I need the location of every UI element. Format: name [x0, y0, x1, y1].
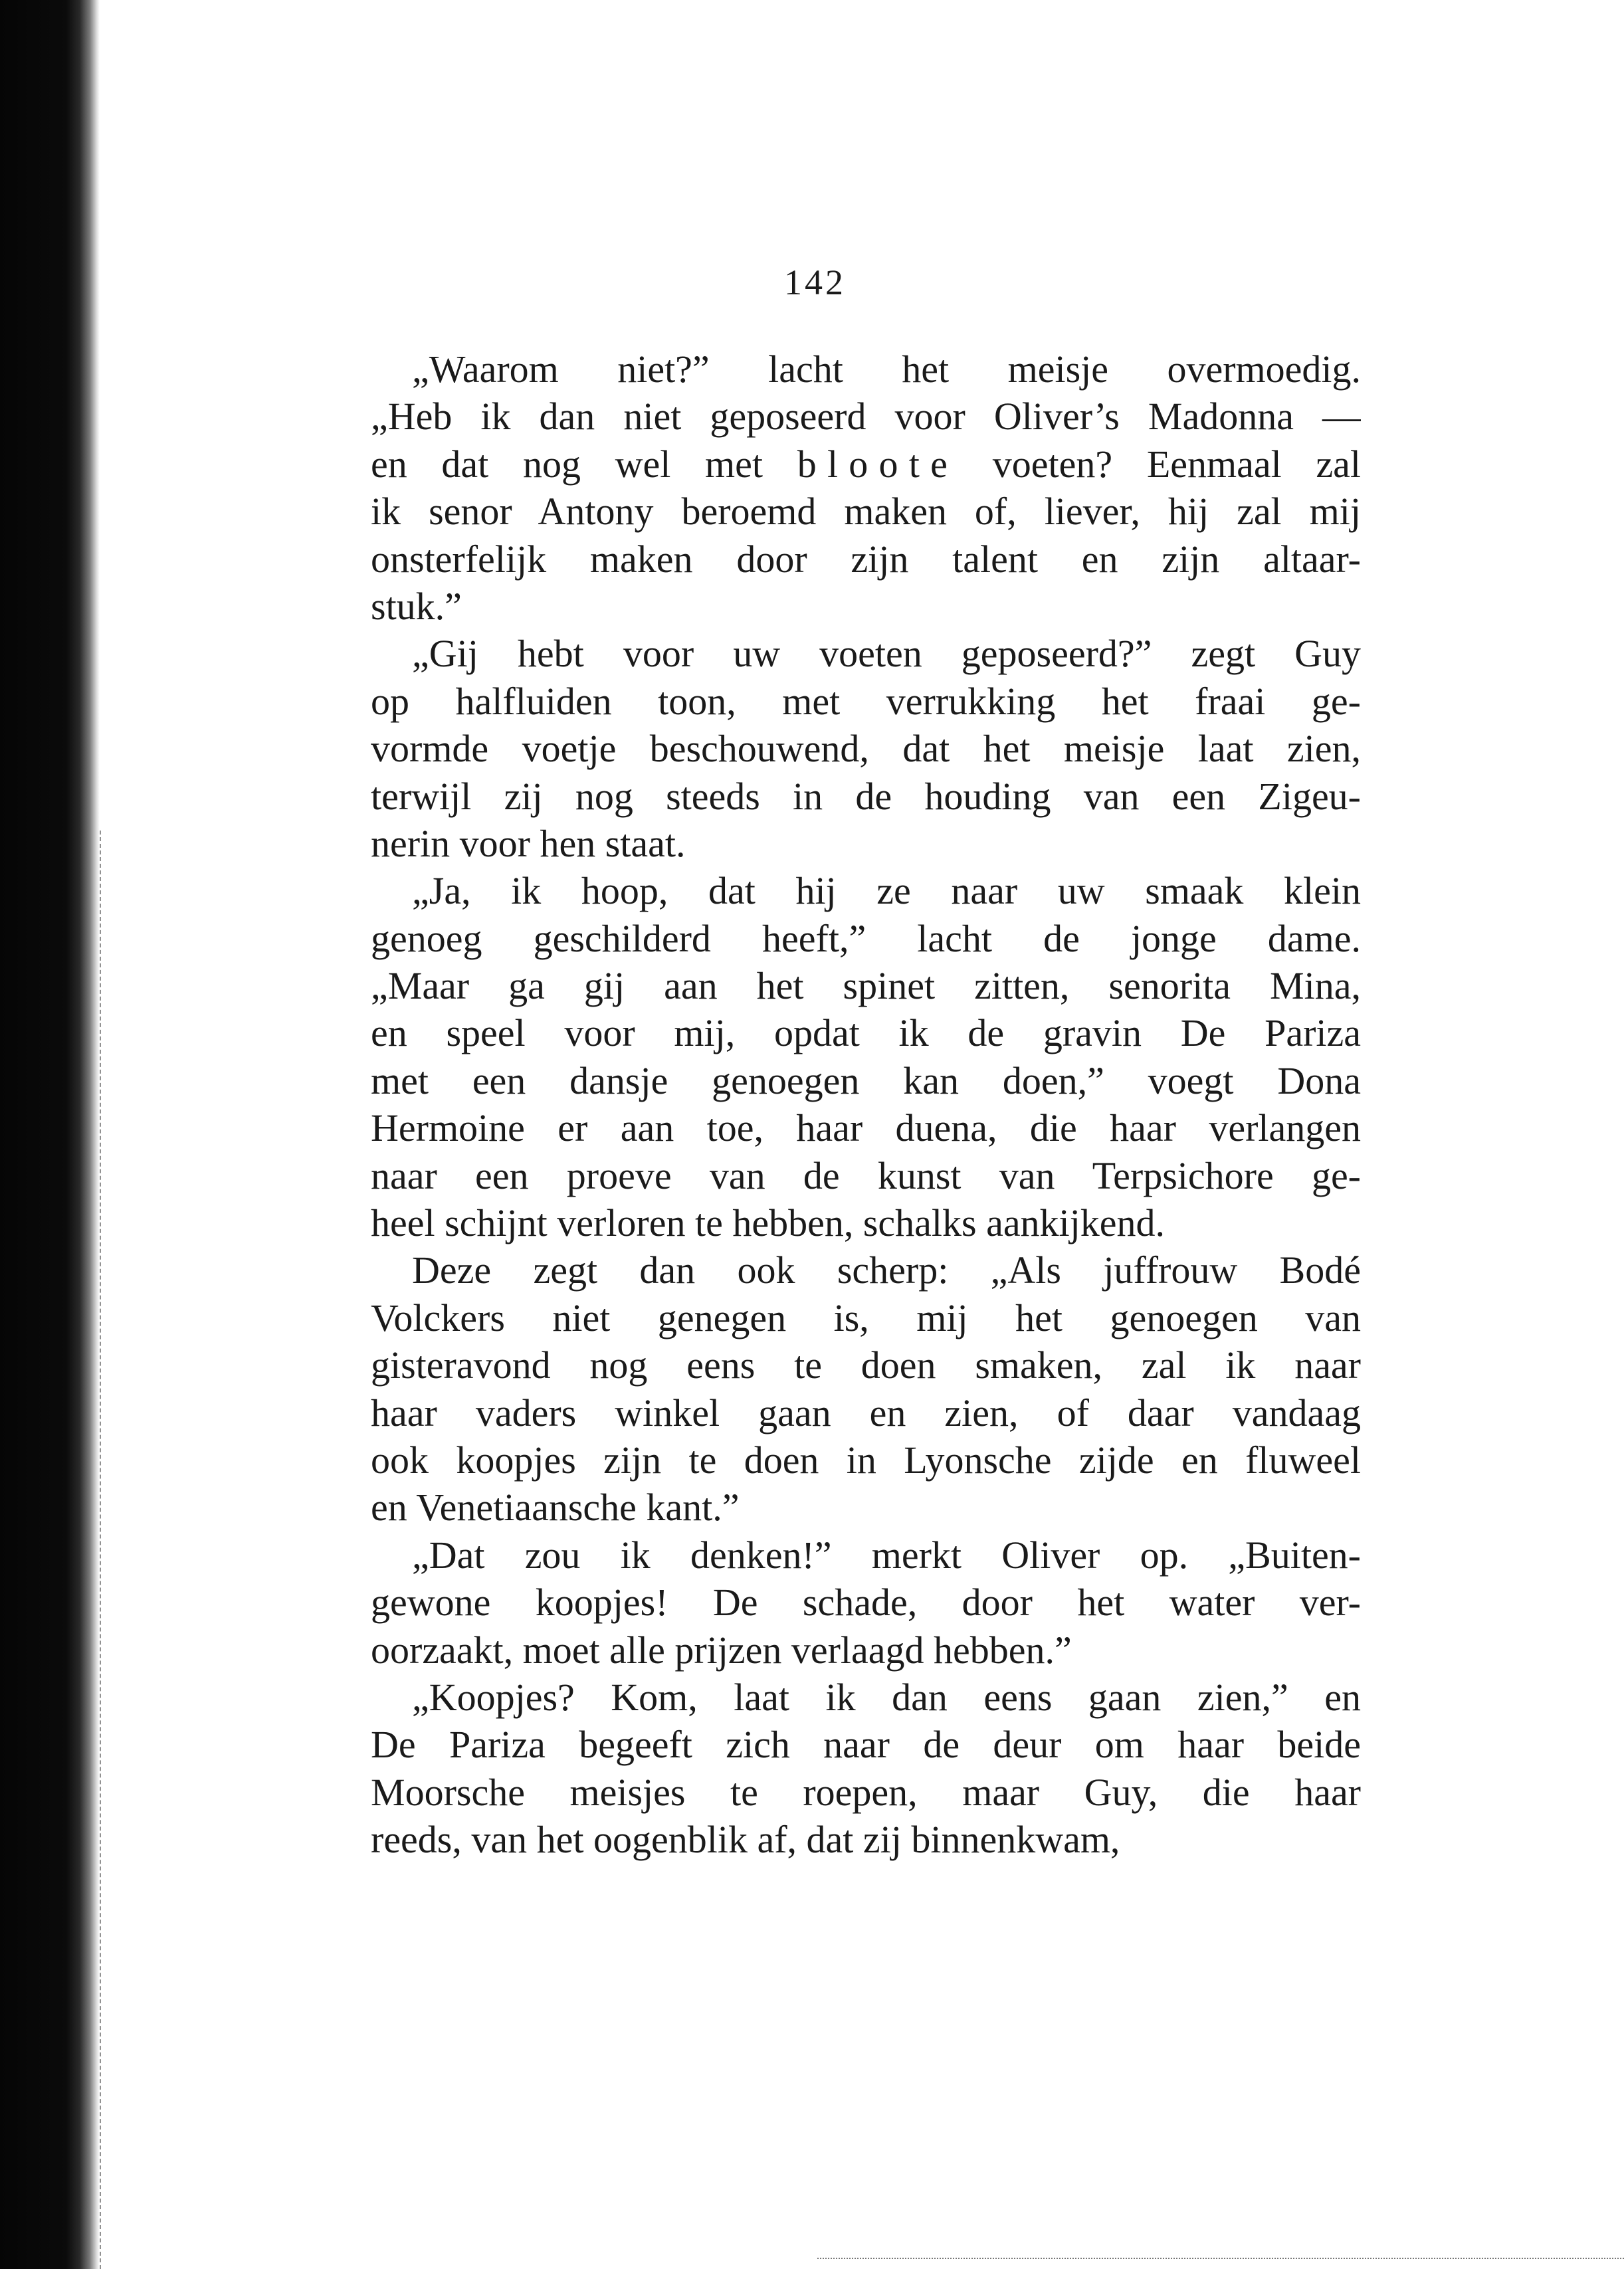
text-line: De Pariza begeeft zich naar de deur om haar beide [371, 1723, 1361, 1767]
text-line: haar vaders winkel gaan en zien, of daar vandaag [371, 1391, 1361, 1434]
text-line: Moorsche meisjes te roepen, maar Guy, die haar [371, 1770, 1361, 1814]
text-line: „Maar ga gij aan het spinet zitten, senorita Mina, [371, 964, 1361, 1008]
text-line: „Ja, ik hoop, dat hij ze naar uw smaak klein [412, 869, 1361, 913]
text-line: „Gij hebt voor uw voeten geposeerd?” zegt Guy [412, 632, 1361, 676]
text-line: nerin voor hen staat. [371, 821, 686, 865]
spaced-emphasis: bloote [797, 442, 959, 486]
text-line: „Dat zou ik denken!” merkt Oliver op. „Buiten- [412, 1533, 1361, 1577]
text-line: en Venetiaansche kant.” [371, 1486, 740, 1529]
text-line: ook koopjes zijn te doen in Lyonsche zijde en fluweel [371, 1438, 1361, 1482]
text-line: met een dansje genoegen kan doen,” voegt Dona [371, 1058, 1361, 1102]
book-spine-shadow [0, 0, 100, 2269]
text-line: Deze zegt dan ook scherp: „Als juffrouw Bodé [412, 1248, 1361, 1292]
text-line: gisteravond nog eens te doen smaken, zal ik naar [371, 1343, 1361, 1387]
text-line: gewone koopjes! De schade, door het water ver- [371, 1581, 1361, 1625]
text-line: heel schijnt verloren te hebben, schalks aankijkend. [371, 1201, 1166, 1245]
text-line: stuk.” [371, 584, 462, 628]
text-line: Volckers niet genegen is, mij het genoegen van [371, 1296, 1361, 1339]
text-line: op halfluiden toon, met verrukking het fraai ge- [371, 679, 1361, 723]
text-line: „Heb ik dan niet geposeerd voor Oliver’s Madonna — [371, 395, 1361, 439]
text-line: terwijl zij nog steeds in de houding van een Zigeu- [371, 774, 1361, 818]
text-line: reeds, van het oogenblik af, dat zij binnenkwam, [371, 1818, 1120, 1862]
text-line: ik senor Antony beroemd maken of, liever, hij zal mij [371, 490, 1361, 534]
body-text [371, 345, 1361, 1864]
page-number: 142 [784, 262, 846, 302]
text-line: „Waarom niet?” lacht het meisje overmoedig. [412, 347, 1361, 391]
text-line: en speel voor mij, opdat ik de gravin De Pariza [371, 1011, 1361, 1055]
text-line: oorzaakt, moet alle prijzen verlaagd hebben.” [371, 1628, 1072, 1672]
text-line: vormde voetje beschouwend, dat het meisje laat zien, [371, 727, 1361, 771]
text-line: en dat nog wel met bloote voeten? Eenmaal zal [371, 442, 1361, 486]
text-line: Hermoine er aan toe, haar duena, die haar verlangen [371, 1106, 1361, 1150]
text-line: genoeg geschilderd heeft,” lacht de jonge dame. [371, 916, 1361, 960]
bottom-page-edge [817, 2258, 1624, 2259]
text-line: „Koopjes? Kom, laat ik dan eens gaan zien,” en [412, 1675, 1361, 1719]
text-line: onsterfelijk maken door zijn talent en zijn altaar- [371, 537, 1361, 581]
text-line: naar een proeve van de kunst van Terpsichore ge- [371, 1153, 1361, 1197]
spine-edge-mark [100, 831, 114, 2269]
